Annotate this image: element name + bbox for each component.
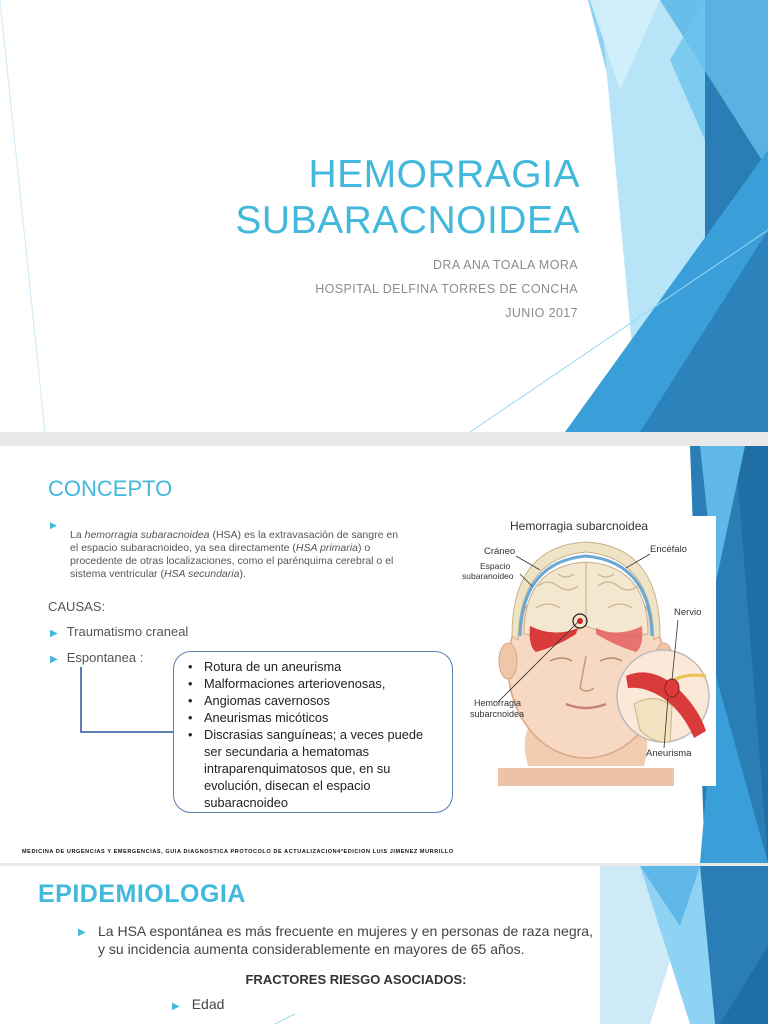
title-line-1: HEMORRAGIA: [308, 153, 580, 196]
epidemiology-text: La HSA espontánea es más frecuente en mujeres y en personas de raza negra, y su incidencia aumenta considerablemente en mayores de 65 años.: [98, 923, 593, 957]
source-footnote: MEDICINA DE URGENCIAS Y EMERGENCIAS, GUIA DIAGNOSTICA PROTOCOLO DE ACTUALIZACION4ªEDICION LUIS JIMENEZ MURRILLO: [22, 849, 454, 855]
risk-factors-heading: FRACTORES RIESGO ASOCIADOS:: [245, 972, 467, 987]
label-craneo: Cráneo: [484, 546, 516, 557]
epidemiology-text-block: [78, 922, 603, 958]
title-slide: [0, 0, 768, 432]
list-item: • Malformaciones arteriovenosas,: [186, 675, 442, 692]
presentation-title: [200, 152, 580, 244]
triangle-bullet-icon: ▶: [78, 927, 86, 938]
epidemiology-slide: [0, 866, 768, 1024]
definition-block: [50, 518, 400, 592]
label-aneurisma: Aneurisma: [646, 748, 692, 759]
spontaneous-causes-list: [186, 658, 442, 811]
label-hemorragia-2: subarcnoidea: [470, 709, 525, 719]
label-espacio-2: subaranoideo: [462, 571, 514, 581]
triangle-bullet-icon: ▶: [172, 1001, 180, 1012]
epidemiology-heading: EPIDEMIOLOGIA: [38, 880, 246, 908]
list-item: • Rotura de un aneurisma: [186, 658, 442, 675]
label-encefalo: Encéfalo: [650, 544, 687, 555]
spontaneous-causes-box: [173, 651, 453, 813]
list-item: • Aneurismas micóticos: [186, 709, 442, 726]
label-hemorragia-1: Hemorragia: [474, 698, 522, 708]
definition-text: La hemorragia subaracnoidea (HSA) es la extravasación de sangre en el espacio subaracnoideo, ya sea directamente (HSA primaria) o procedente de otras localizaciones, como el parénquima cerebral o el sistema ventricular (HSA secundaria).: [70, 528, 399, 581]
triangle-bullet-icon: ▶: [50, 520, 57, 530]
causes-label: CAUSAS:: [48, 599, 106, 614]
list-item: • Angiomas cavernosos: [186, 692, 442, 709]
triangle-bullet-icon: ▶: [50, 654, 58, 665]
illustration-title: Hemorragia subarcnoidea: [510, 519, 649, 533]
connector-line: [80, 667, 174, 733]
list-item: • Discrasias sanguíneas; a veces puede ser secundaria a hematomas intraparenquimatosos que, en su evolución, disecan el espacio subaracnoideo: [186, 726, 442, 811]
concept-slide: [0, 446, 768, 863]
concept-heading: CONCEPTO: [48, 476, 173, 501]
hospital-name: HOSPITAL DELFINA TORRES DE CONCHA: [315, 282, 578, 296]
author-name: DRA ANA TOALA MORA: [433, 258, 578, 272]
label-espacio-1: Espacio: [480, 561, 511, 571]
anatomy-illustration: [458, 516, 716, 786]
title-line-2: SUBARACNOIDEA: [235, 199, 580, 242]
risk-factor-item: ▶ Edad: [172, 996, 225, 1012]
cause-item: ▶ Traumatismo craneal: [50, 624, 189, 639]
head-diagram: [458, 516, 716, 786]
cause-item: ▶ Espontanea :: [50, 650, 144, 665]
triangle-bullet-icon: ▶: [50, 628, 58, 639]
presentation-date: JUNIO 2017: [505, 306, 578, 320]
label-nervio: Nervio: [674, 607, 702, 618]
